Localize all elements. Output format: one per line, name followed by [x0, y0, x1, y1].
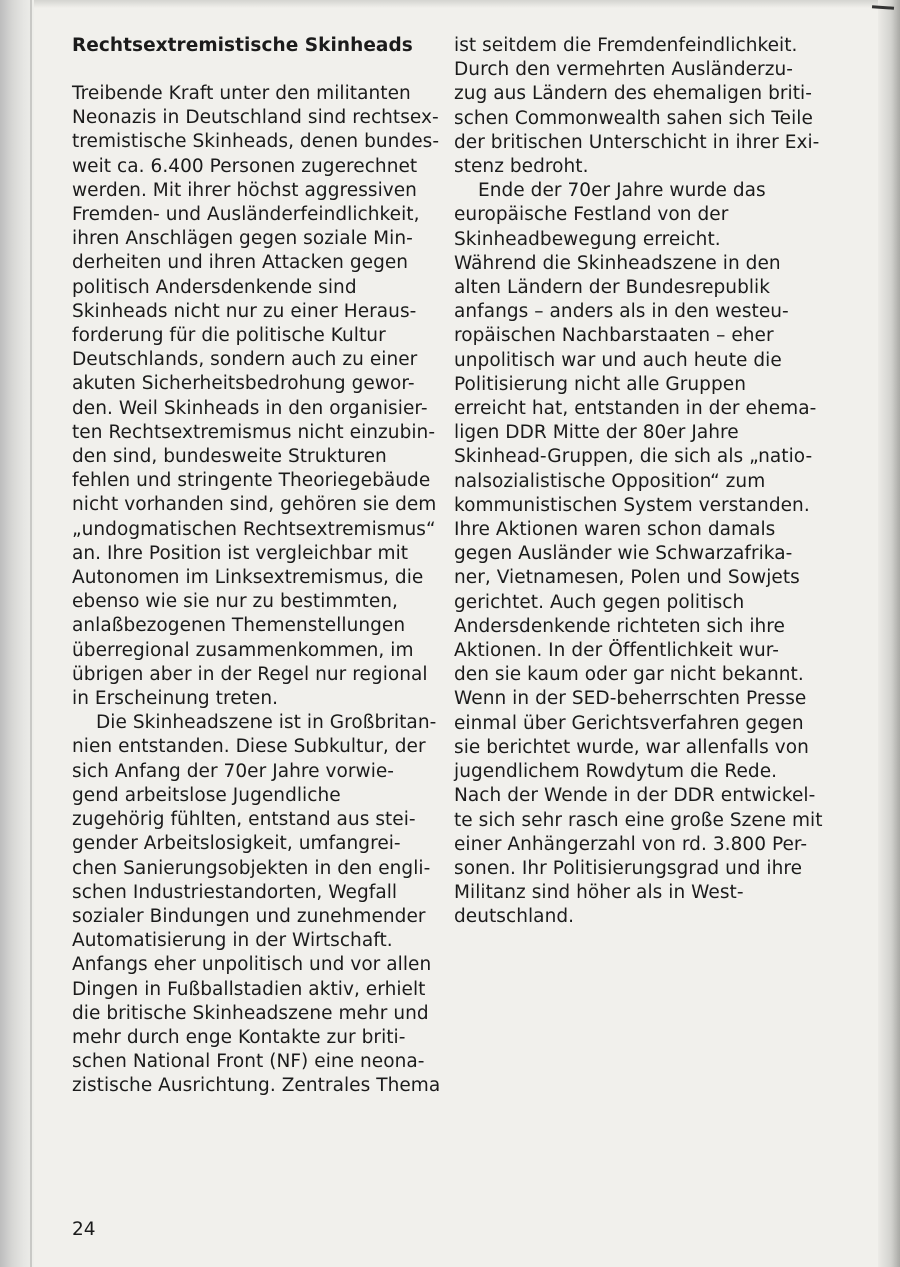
text-line: Skinheads nicht nur zu einer Heraus- [72, 300, 417, 322]
text-line: ropäischen Nachbarstaaten – eher [454, 325, 774, 347]
text-line: zugehörig fühlten, entstand aus stei- [72, 809, 416, 831]
text-line: Während die Skinheadszene in den [454, 252, 781, 274]
text-line: den sie kaum oder gar nicht bekannt. [454, 664, 804, 686]
text-line: „undogmatischen Rechtsextremismus“ [72, 518, 436, 540]
text-line: Neonazis in Deutschland sind rechtsex- [72, 107, 439, 129]
text-line: gerichtet. Auch gegen politisch [454, 591, 745, 613]
text-line: fehlen und stringente Theoriegebäude [72, 470, 431, 492]
text-line: den sind, bundesweite Strukturen [72, 446, 387, 468]
text-line: nien entstanden. Diese Subkultur, der [72, 736, 426, 758]
text-line: Militanz sind höher als in West- [454, 882, 744, 904]
text-line: Dingen in Fußballstadien aktiv, erhielt [72, 978, 426, 1000]
text-line: gender Arbeitslosigkeit, umfangrei- [72, 833, 401, 855]
text-line: Anfangs eher unpolitisch und vor allen [72, 954, 432, 976]
text-line: Die Skinheadszene ist in Großbritan- [96, 712, 437, 734]
right-paragraph-1 [454, 34, 820, 179]
book-spine-shadow [0, 0, 34, 1267]
text-line: politisch Andersdenkende sind [72, 276, 357, 298]
text-line: nalsozialistische Opposition“ zum [454, 470, 766, 492]
section-heading: Rechtsextremistische Skinheads [72, 35, 413, 56]
page-number: 24 [72, 1219, 96, 1240]
text-line: schen National Front (NF) eine neona- [72, 1051, 425, 1073]
left-text-column [72, 34, 441, 1099]
text-line: ner, Vietnamesen, Polen und Sowjets [454, 567, 800, 589]
text-line: anlaßbezogenen Themenstellungen [72, 615, 406, 637]
text-line: Deutschlands, sondern auch zu einer [72, 349, 418, 371]
text-line: gegen Ausländer wie Schwarzafrika- [454, 543, 793, 565]
text-line: Ihre Aktionen waren schon damals [454, 519, 776, 541]
text-line: werden. Mit ihrer höchst aggressiven [72, 179, 417, 201]
text-line: erreicht hat, entstanden in der ehema- [454, 398, 817, 420]
text-line: Durch den vermehrten Ausländerzu- [454, 59, 793, 81]
text-line: sonen. Ihr Politisierungsgrad und ihre [454, 857, 803, 879]
text-line: mehr durch enge Kontakte zur briti- [72, 1026, 406, 1048]
text-line: tremistische Skinheads, denen bundes- [72, 131, 440, 153]
text-line: Aktionen. In der Öffentlichkeit wur- [454, 640, 779, 662]
left-paragraph-2 [72, 711, 441, 1098]
page-right-edge-shadow [878, 0, 900, 1267]
page-top-edge [0, 0, 900, 8]
text-line: überregional zusammenkommen, im [72, 639, 414, 661]
text-line: akuten Sicherheitsbedrohung gewor- [72, 373, 415, 395]
text-line: ihren Anschlägen gegen soziale Min- [72, 228, 413, 250]
text-line: Nach der Wende in der DDR entwickel- [454, 785, 816, 807]
text-line: ten Rechtsextremismus nicht einzubin- [72, 421, 436, 443]
text-line: anfangs – anders als in den westeu- [454, 301, 789, 323]
text-line: Politisierung nicht alle Gruppen [454, 373, 746, 395]
text-line: ist seitdem die Fremdenfeindlichkeit. [454, 35, 798, 56]
text-line: Skinheadbewegung erreicht. [454, 228, 721, 250]
text-line: jugendlichem Rowdytum die Rede. [454, 761, 778, 783]
text-line: der britischen Unterschicht in ihrer Exi- [454, 131, 820, 153]
text-line: unpolitisch war und auch heute die [454, 349, 782, 371]
text-line: den. Weil Skinheads in den organisier- [72, 397, 428, 419]
text-line: schen Industriestandorten, Wegfall [72, 881, 398, 903]
text-line: sozialer Bindungen und zunehmender [72, 905, 426, 927]
text-line: forderung für die politische Kultur [72, 325, 386, 347]
text-line: schen Commonwealth sahen sich Teile [454, 107, 813, 129]
text-line: stenz bedroht. [454, 156, 589, 178]
text-line: deutschland. [454, 906, 575, 928]
text-line: sie berichtet wurde, war allenfalls von [454, 736, 809, 758]
text-line: einmal über Gerichtsverfahren gegen [454, 712, 804, 734]
right-paragraph-2 [454, 179, 823, 929]
text-line: die britische Skinheadszene mehr und [72, 1002, 429, 1024]
text-line: chen Sanierungsobjekten in den engli- [72, 857, 431, 879]
text-line: Fremden- und Ausländerfeindlichkeit, [72, 204, 420, 226]
text-line: gend arbeitslose Jugendliche [72, 784, 341, 806]
text-line: sich Anfang der 70er Jahre vorwie- [72, 760, 395, 782]
text-line: in Erscheinung treten. [72, 688, 279, 710]
text-line: te sich sehr rasch eine große Szene mit [454, 809, 823, 831]
text-line: zistische Ausrichtung. Zentrales Thema [72, 1075, 441, 1097]
text-line: Skinhead-Gruppen, die sich als „natio- [454, 446, 813, 468]
text-line: Ende der 70er Jahre wurde das [478, 180, 766, 202]
text-line: Wenn in der SED-beherrschten Presse [454, 688, 807, 710]
text-line: an. Ihre Position ist vergleichbar mit [72, 542, 409, 564]
text-line: weit ca. 6.400 Personen zugerechnet [72, 155, 418, 177]
right-text-column [454, 34, 823, 930]
text-line: zug aus Ländern des ehemaligen briti- [454, 83, 812, 105]
text-line: Autonomen im Linksextremismus, die [72, 567, 424, 589]
text-line: ligen DDR Mitte der 80er Jahre [454, 422, 739, 444]
text-line: europäische Festland von der [454, 204, 729, 226]
text-line: nicht vorhanden sind, gehören sie dem [72, 494, 437, 516]
text-line: Automatisierung in der Wirtschaft. [72, 930, 393, 952]
text-line: Treibende Kraft unter den militanten [72, 83, 411, 104]
text-line: kommunistischen System verstanden. [454, 494, 810, 516]
text-line: übrigen aber in der Regel nur regional [72, 663, 428, 685]
text-line: ebenso wie sie nur zu bestimmten, [72, 591, 398, 613]
text-line: derheiten und ihren Attacken gegen [72, 252, 409, 274]
left-paragraph-1 [72, 82, 440, 711]
spine-fold-line [30, 0, 32, 1267]
text-line: alten Ländern der Bundesrepublik [454, 277, 771, 299]
text-line: einer Anhängerzahl von rd. 3.800 Per- [454, 833, 808, 855]
text-line: Andersdenkende richteten sich ihre [454, 615, 785, 637]
